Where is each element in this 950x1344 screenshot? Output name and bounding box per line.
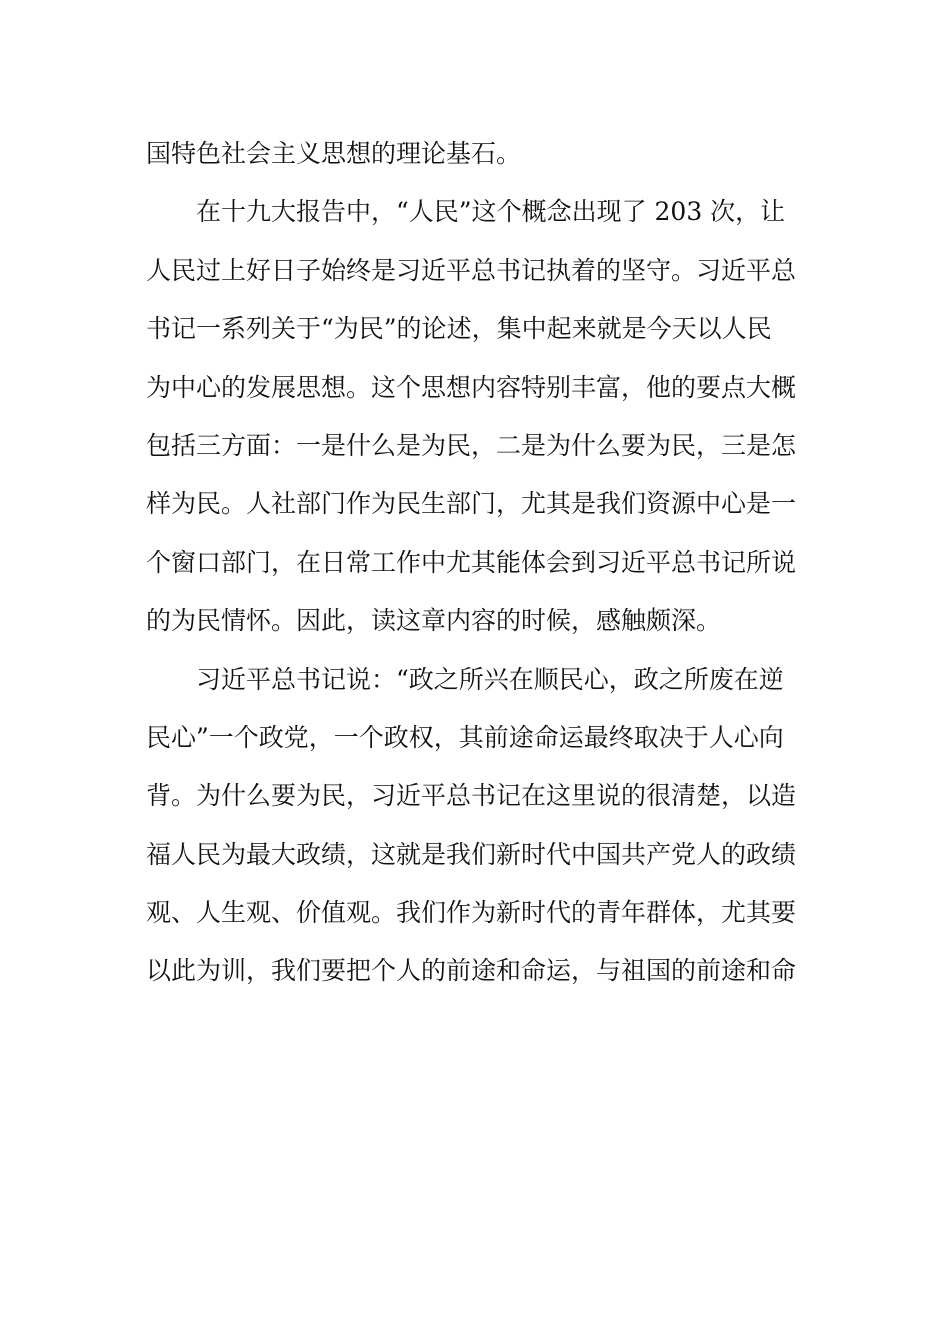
text-line: 人民过上好日子始终是习近平总书记执着的坚守。习近平总 <box>146 255 797 285</box>
text-line: 样为民。人社部门作为民生部门，尤其是我们资源中心是一 <box>146 489 797 519</box>
text-line: 民心”一个政党，一个政权，其前途命运最终取决于人心向 <box>146 722 784 752</box>
text-line: 个窗口部门，在日常工作中尤其能体会到习近平总书记所说 <box>146 547 797 577</box>
document-body <box>146 125 810 1001</box>
text-line: 为中心的发展思想。这个思想内容特别丰富，他的要点大概 <box>146 372 797 402</box>
text-line: 在十九大报告中，“人民”这个概念出现了 203 次，让 <box>196 197 786 227</box>
text-line: 福人民为最大政绩，这就是我们新时代中国共产党人的政绩 <box>146 839 797 869</box>
text-line: 的为民情怀。因此，读这章内容的时候，感触颇深。 <box>146 606 722 636</box>
text-line: 书记一系列关于“为民”的论述，集中起来就是今天以人民 <box>146 314 772 344</box>
text-line: 习近平总书记说：“政之所兴在顺民心，政之所废在逆 <box>196 664 784 694</box>
text-line: 背。为什么要为民，习近平总书记在这里说的很清楚，以造 <box>146 781 797 811</box>
text-line: 以此为训，我们要把个人的前途和命运，与祖国的前途和命 <box>146 956 797 986</box>
text-line: 包括三方面：一是什么是为民，二是为什么要为民，三是怎 <box>146 430 797 460</box>
text-line: 国特色社会主义思想的理论基石。 <box>146 139 522 168</box>
text-line: 观、人生观、价值观。我们作为新时代的青年群体，尤其要 <box>146 898 797 928</box>
